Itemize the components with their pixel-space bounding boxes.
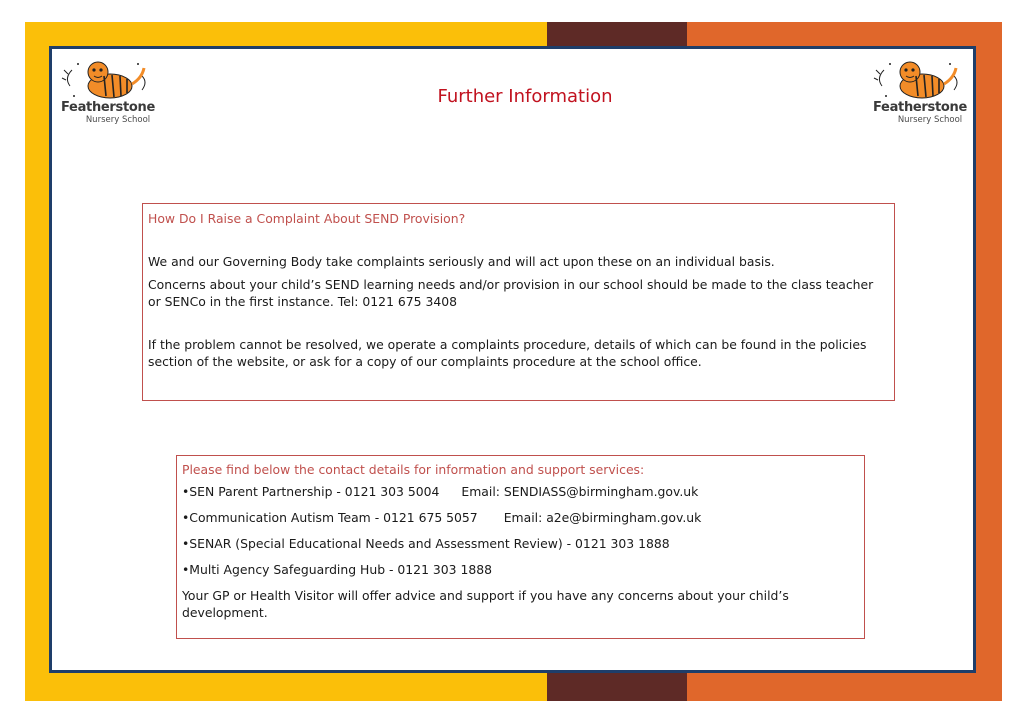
contact-item [182,561,859,578]
contact-email: Email: SENDIASS@birmingham.gov.uk [461,484,699,499]
contact-email: Email: a2e@birmingham.gov.uk [503,510,702,525]
contact-text: •SEN Parent Partnership - 0121 303 5004 [182,484,440,499]
contact-item [182,509,859,526]
logo-subtitle: Nursery School [85,115,151,125]
contacts-heading: Please find below the contact details for information and support services: [182,462,645,477]
complaint-info-box [142,203,895,401]
school-logo-left [58,56,158,126]
logo-name: Featherstone [61,100,155,115]
contacts-footer: Your GP or Health Visitor will offer advice and support if you have any concerns about your child’s development. [182,588,789,620]
complaint-paragraph: If the problem cannot be resolved, we operate a complaints procedure, details of which can be found in the policies section of the website, or ask for a copy of our complaints procedure at the school office. [148,337,867,369]
school-logo-right [870,56,970,126]
contact-text: •Multi Agency Safeguarding Hub - 0121 303 1888 [182,562,493,577]
complaint-heading: How Do I Raise a Complaint About SEND Provision? [148,211,466,226]
logo-name: Featherstone [873,100,967,115]
contact-item [182,535,859,552]
page-title: Further Information [437,86,613,107]
contact-text: •Communication Autism Team - 0121 675 5057 [182,510,478,525]
logo-subtitle: Nursery School [897,115,963,125]
contact-item [182,483,859,500]
complaint-paragraph: We and our Governing Body take complaints seriously and will act upon these on an individual basis. [148,254,775,269]
contact-text: •SENAR (Special Educational Needs and Assessment Review) - 0121 303 1888 [182,536,670,551]
tiger-icon [870,56,970,106]
contacts-box [176,455,865,639]
complaint-paragraph: Concerns about your child’s SEND learning needs and/or provision in our school should be made to the class teacher or SENCo in the first instance. Tel: 0121 675 3408 [148,277,874,309]
tiger-icon [58,56,158,106]
